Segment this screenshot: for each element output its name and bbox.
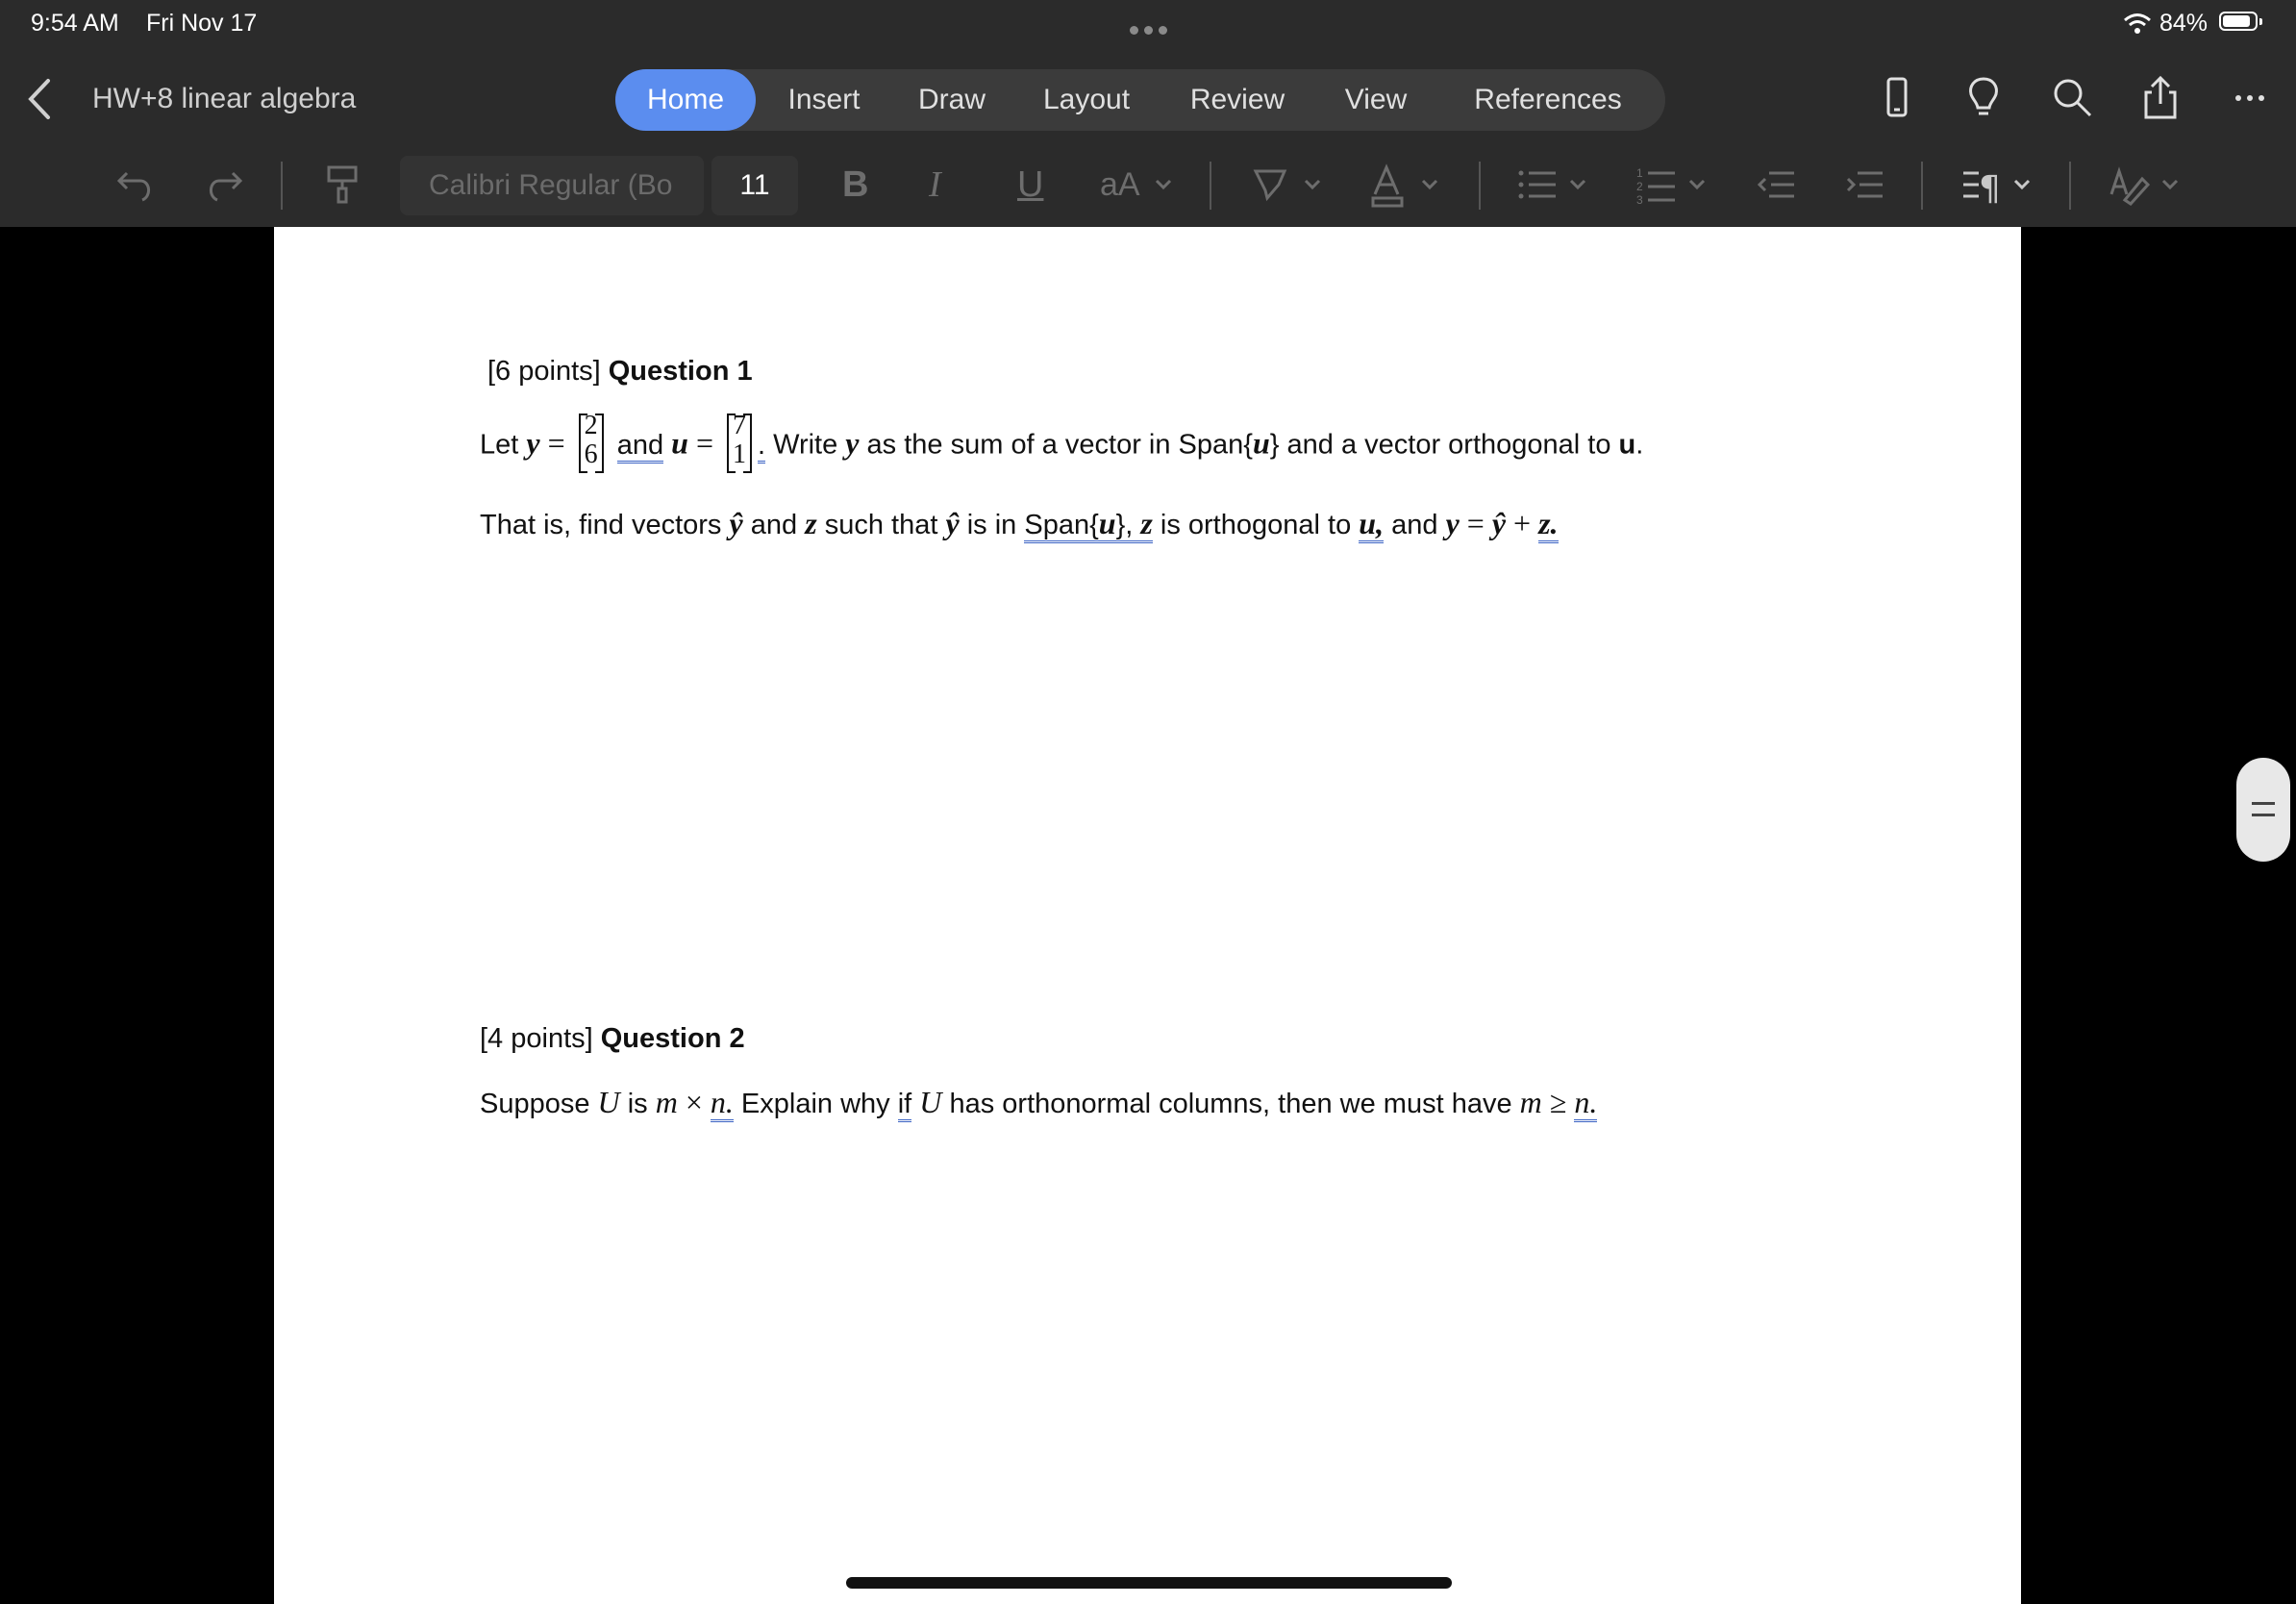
text-run: as the sum of a vector in Span{: [859, 429, 1253, 461]
math-n-dot: n.: [711, 1085, 734, 1122]
text-run: Span{: [1024, 510, 1099, 540]
more-options-icon[interactable]: [2229, 75, 2273, 119]
tab-insert[interactable]: Insert: [787, 84, 861, 115]
text-run: That is, find vectors: [480, 510, 730, 540]
text-run: is orthogonal to: [1152, 510, 1360, 540]
math-var-m: m: [1519, 1085, 1542, 1119]
paragraph-marks-icon[interactable]: [1961, 162, 2034, 208]
q1-line-1: [480, 411, 1644, 477]
text-run: } and a vector orthogonal to: [1269, 429, 1619, 461]
bullet-list-icon[interactable]: [1515, 162, 1592, 208]
math-var-y: y: [1445, 506, 1460, 540]
text-run: has orthonormal columns, then we must have: [941, 1089, 1520, 1119]
text-run: .: [758, 430, 765, 464]
math-u-comma: u,: [1359, 506, 1384, 543]
format-painter-icon[interactable]: [319, 162, 365, 208]
decrease-indent-icon[interactable]: [1756, 162, 1798, 208]
multitasking-dots-icon[interactable]: [1127, 13, 1170, 41]
math-var-z: z: [1140, 506, 1153, 540]
text-run: },: [1115, 510, 1134, 540]
share-icon[interactable]: [2138, 75, 2183, 119]
math-equals: =: [539, 425, 573, 461]
q2-title: Question 2: [600, 1023, 745, 1054]
math-equals: =: [1459, 506, 1492, 540]
home-indicator[interactable]: [846, 1577, 1452, 1589]
underline-button[interactable]: U: [1017, 164, 1044, 205]
math-var-U: U: [597, 1085, 620, 1119]
undo-icon[interactable]: [113, 162, 160, 208]
redo-icon[interactable]: [200, 162, 246, 208]
text-run-if: if: [898, 1089, 912, 1122]
ribbon-tabs: [615, 69, 1665, 131]
text-run-and: and: [617, 430, 663, 464]
back-chevron-icon[interactable]: [21, 75, 60, 123]
math-var-y: y: [845, 425, 860, 461]
text-run: is: [619, 1089, 656, 1119]
text-run: Let: [480, 429, 527, 461]
status-bar: [0, 0, 2296, 48]
toolbar-divider: [1479, 162, 1481, 210]
increase-indent-icon[interactable]: [1844, 162, 1886, 208]
toolbar-divider: [281, 162, 283, 210]
q1-heading: [487, 356, 753, 388]
math-var-u: u: [1252, 425, 1270, 461]
title-bar: [0, 58, 2296, 142]
side-drag-handle[interactable]: [2236, 758, 2290, 862]
text-run: Explain why: [733, 1089, 898, 1119]
svg-text:¶: ¶: [1979, 169, 2001, 208]
math-times: ×: [677, 1085, 711, 1119]
math-var-z: z: [805, 506, 817, 540]
tab-layout[interactable]: Layout: [1042, 84, 1131, 115]
text-run: Suppose: [480, 1089, 598, 1119]
toolbar-divider: [1921, 162, 1923, 210]
search-icon[interactable]: [2050, 75, 2094, 119]
q1-title: Question 1: [608, 356, 753, 387]
q1-line-2: [480, 506, 1559, 541]
lightbulb-icon[interactable]: [1961, 75, 2006, 119]
tab-home[interactable]: Home: [615, 69, 756, 131]
q2-line-1: [480, 1085, 1597, 1120]
toolbar-divider: [2069, 162, 2071, 210]
status-date: Fri Nov 17: [146, 10, 258, 37]
svg-text:2: 2: [1636, 180, 1643, 193]
vector-y-top: 2: [584, 411, 598, 440]
formatting-toolbar: [0, 144, 2296, 225]
text-size-button[interactable]: aA: [1100, 166, 1140, 203]
math-y-hat: ŷ: [729, 506, 743, 540]
math-geq: ≥: [1541, 1085, 1575, 1119]
battery-percent: 84%: [2159, 10, 2209, 37]
tab-draw[interactable]: Draw: [917, 84, 986, 115]
text-run: is in: [959, 510, 1025, 540]
span-u-run: [1024, 506, 1153, 543]
math-z-end: z.: [1538, 506, 1558, 543]
text-run: .: [1635, 429, 1644, 461]
text-run: such that: [816, 510, 946, 540]
math-var-y: y: [526, 425, 540, 461]
svg-text:3: 3: [1636, 193, 1643, 207]
font-size-select[interactable]: 11: [711, 156, 798, 215]
math-var-u: u: [1098, 506, 1116, 540]
mobile-view-icon[interactable]: [1875, 75, 1919, 119]
text-run: and: [1384, 510, 1446, 540]
wifi-icon: [2123, 12, 2152, 35]
font-name-select[interactable]: Calibri Regular (Bo: [400, 156, 704, 215]
font-color-icon[interactable]: [1367, 162, 1444, 208]
math-var-u: u: [671, 425, 688, 461]
highlighter-icon[interactable]: [1250, 162, 1327, 208]
vector-u-matrix: [727, 412, 752, 473]
document-title[interactable]: HW+8 linear algebra: [92, 83, 357, 114]
vector-y-bottom: 6: [584, 439, 598, 469]
vector-u-bottom: 1: [732, 439, 746, 469]
text-run: and: [742, 510, 806, 540]
math-y-hat: ŷ: [1491, 506, 1507, 540]
math-y-hat: ŷ: [945, 506, 960, 540]
bold-button[interactable]: B: [842, 164, 869, 205]
bold-u: u: [1618, 429, 1636, 461]
italic-button[interactable]: I: [929, 164, 941, 205]
vector-u-top: 7: [732, 411, 746, 440]
math-equals: =: [687, 425, 721, 461]
q2-heading: [480, 1023, 745, 1055]
svg-text:1: 1: [1636, 166, 1643, 180]
status-time: 9:54 AM: [31, 10, 119, 37]
text-run: Write: [765, 429, 846, 461]
math-var-m: m: [655, 1085, 678, 1119]
tab-references[interactable]: References: [1474, 84, 1622, 115]
tab-view[interactable]: View: [1344, 84, 1408, 115]
math-n-end: n.: [1574, 1085, 1597, 1122]
styles-icon[interactable]: [2108, 162, 2184, 208]
math-var-U: U: [919, 1085, 942, 1119]
math-plus: +: [1506, 506, 1539, 540]
toolbar-divider: [1210, 162, 1211, 210]
numbered-list-icon[interactable]: [1635, 162, 1711, 208]
vector-y-matrix: [579, 412, 604, 473]
app-chrome: [0, 0, 2296, 227]
q2-points: [4 points]: [480, 1023, 593, 1054]
document-page[interactable]: [274, 227, 2021, 1604]
battery-icon: [2219, 12, 2258, 31]
tab-review[interactable]: Review: [1189, 84, 1285, 115]
chevron-down-icon[interactable]: [1152, 162, 1175, 208]
q1-points: [6 points]: [487, 356, 601, 387]
